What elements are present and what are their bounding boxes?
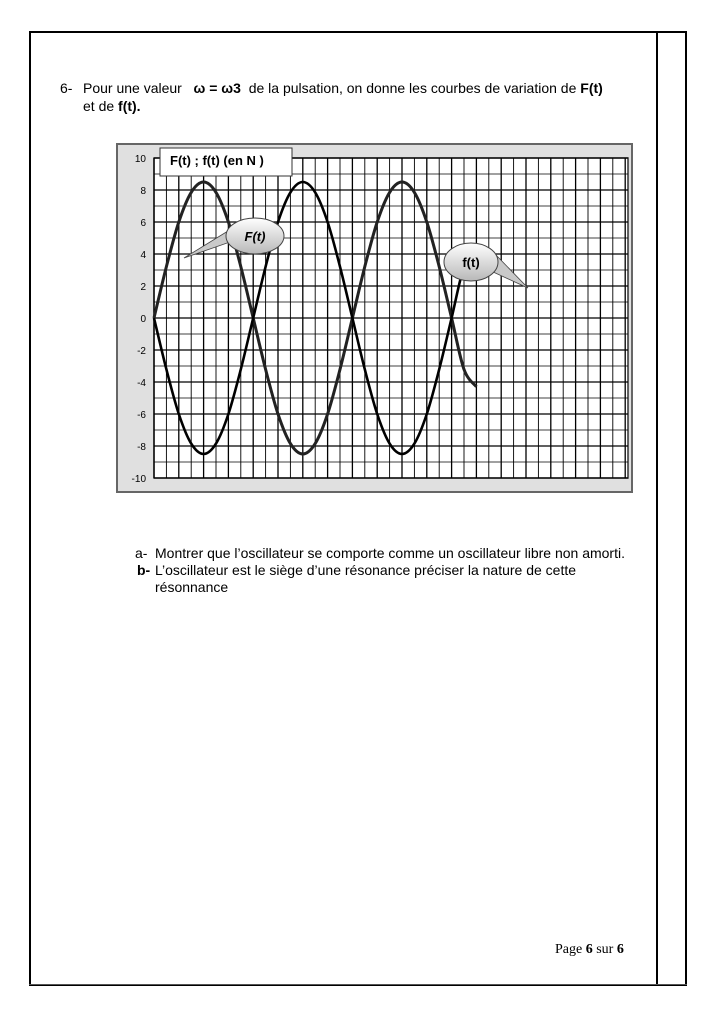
q-text-1: Pour une valeur (83, 80, 182, 96)
q-text-3: et de (83, 98, 115, 114)
chart-svg (116, 143, 633, 493)
y-tick-label: -2 (137, 346, 146, 357)
sub-question-a (135, 545, 625, 562)
omega-equation: ω = ω3 (193, 80, 241, 96)
footer-sur-word: sur (596, 942, 614, 957)
footer-page-number: 6 (585, 942, 593, 957)
margin-rule (656, 31, 658, 986)
y-tick-label: -10 (131, 474, 146, 485)
small-f-label: f(t). (118, 98, 141, 114)
y-tick-label: 0 (140, 314, 146, 325)
chart (116, 143, 633, 493)
sub-question-b (135, 562, 625, 596)
F-callout-label: F(t) (244, 229, 266, 244)
y-tick-label: -4 (137, 378, 146, 389)
y-tick-label: -8 (137, 442, 146, 453)
sub-question-a-text: Montrer que l’oscillateur se comporte comme un oscillateur libre non amorti. (155, 545, 625, 561)
footer-page-word: Page (555, 942, 583, 957)
y-tick-label: 4 (140, 250, 146, 261)
y-tick-label: 2 (140, 282, 146, 293)
sub-question-b-text: L’oscillateur est le siège d’une résonance préciser la nature de cette résonnance (155, 562, 577, 595)
sub-question-b-label: b- (137, 562, 151, 578)
y-tick-label: -6 (137, 410, 146, 421)
footer-page-total: 6 (616, 942, 624, 957)
question-text (83, 79, 643, 115)
y-tick-label: 10 (134, 154, 146, 165)
sub-question-a-label: a- (135, 545, 148, 561)
f-callout-label: f(t) (462, 255, 480, 270)
y-tick-label: 8 (140, 186, 146, 197)
chart-grid (154, 158, 628, 478)
bottom-rule (29, 984, 687, 985)
y-tick-label: 6 (140, 218, 146, 229)
big-F-label: F(t) (580, 80, 603, 96)
chart-title: F(t) ; f(t) (en N ) (170, 153, 264, 168)
page-footer (555, 942, 624, 958)
sub-questions (135, 545, 625, 596)
q-text-2: de la pulsation, on donne les courbes de variation de (248, 80, 577, 96)
question-number: 6- (60, 80, 73, 96)
